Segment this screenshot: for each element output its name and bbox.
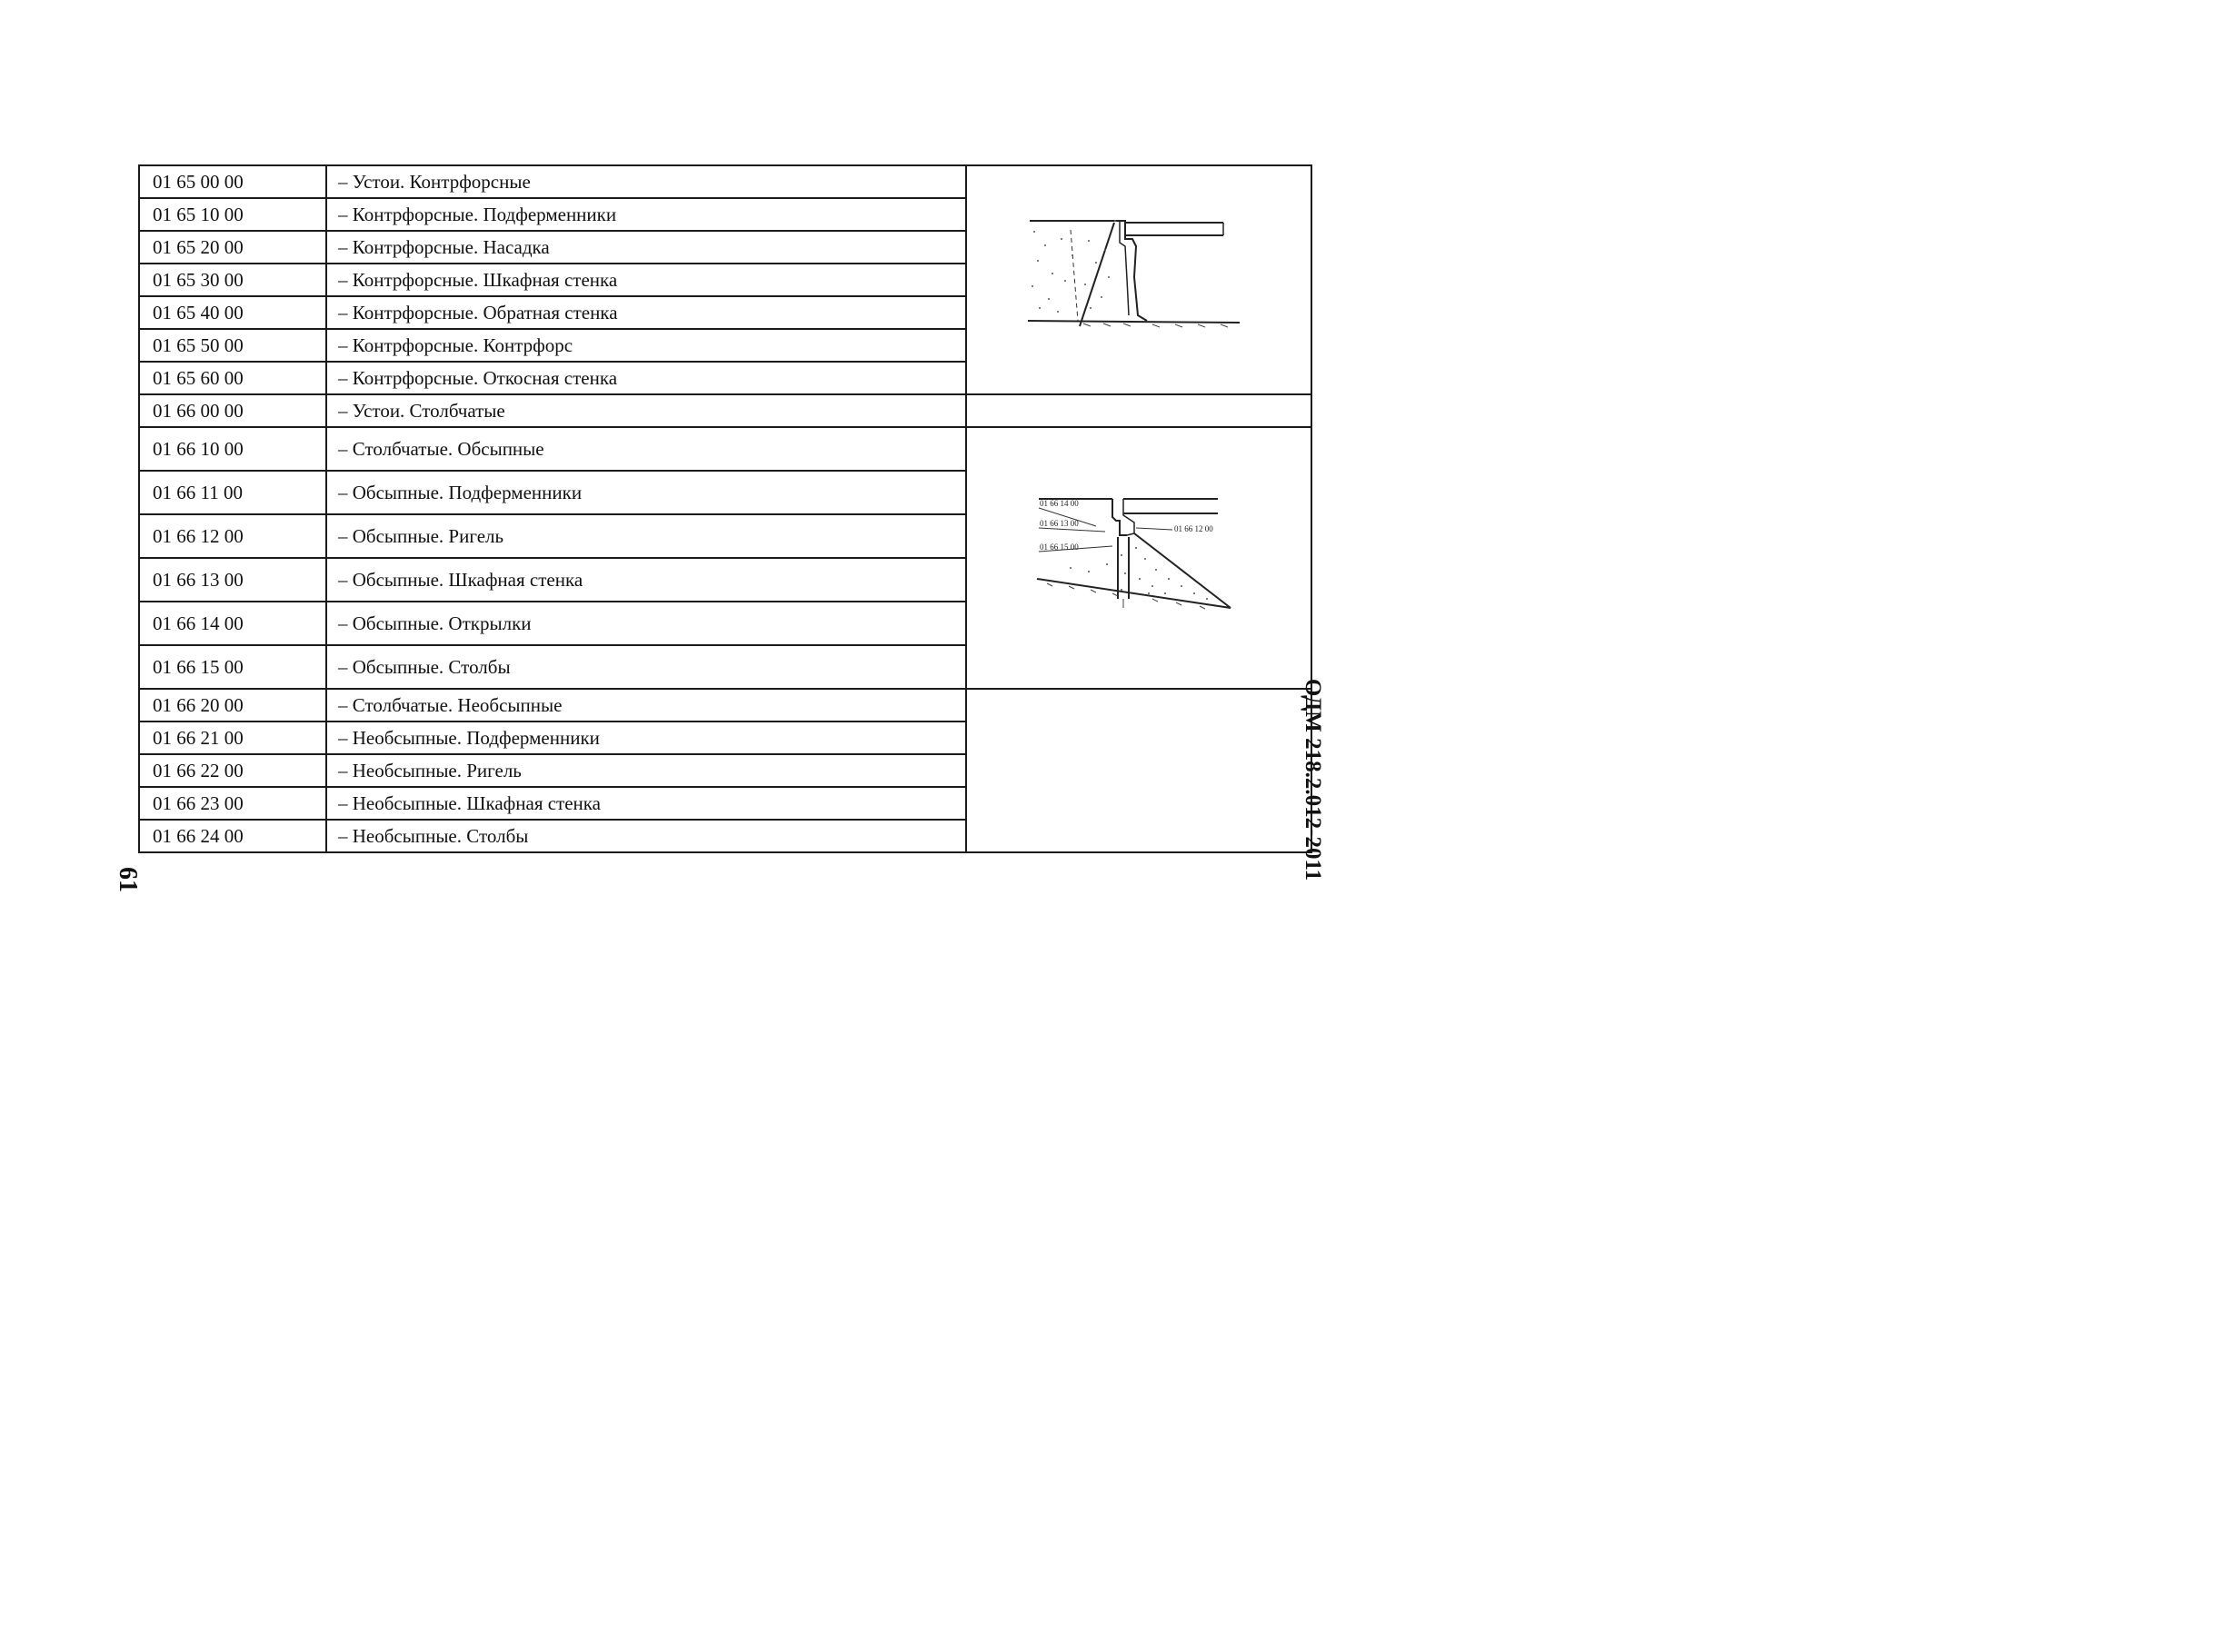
row-code: 01 65 50 00 <box>139 329 326 362</box>
row-code: 01 65 30 00 <box>139 264 326 296</box>
row-description: – Обсыпные. Открылки <box>326 602 966 645</box>
diagram-label: 01 66 14 00 <box>1040 499 1079 508</box>
row-description: – Контрфорсные. Шкафная стенка <box>326 264 966 296</box>
figure-cell-empty <box>966 689 1311 852</box>
document-page <box>0 0 1408 1041</box>
document-title: ОДМ 218.2.012-2011 <box>1301 678 1325 881</box>
row-description: – Необсыпные. Шкафная стенка <box>326 787 966 820</box>
row-code: 01 66 21 00 <box>139 722 326 754</box>
row-description: – Контрфорсные. Обратная стенка <box>326 296 966 329</box>
row-description: – Обсыпные. Подферменники <box>326 471 966 514</box>
figure-cell-column-abutment <box>966 427 1311 689</box>
row-code: 01 66 12 00 <box>139 514 326 558</box>
row-description: – Обсыпные. Шкафная стенка <box>326 558 966 602</box>
row-description: – Контрфорсные. Откосная стенка <box>326 362 966 394</box>
row-code: 01 66 10 00 <box>139 427 326 471</box>
row-description: – Устои. Столбчатые <box>326 394 966 427</box>
row-description: – Устои. Контрфорсные <box>326 165 966 198</box>
diagram-label: 01 66 13 00 <box>1040 519 1079 528</box>
row-code: 01 66 24 00 <box>139 820 326 852</box>
diagram-label: 01 66 12 00 <box>1174 524 1213 533</box>
figure-cell-empty <box>966 394 1311 427</box>
column-abutment-diagram <box>1034 492 1243 619</box>
figure-cell-buttress-abutment <box>966 165 1311 394</box>
row-description: – Столбчатые. Обсыпные <box>326 427 966 471</box>
page-number: 61 <box>114 867 142 892</box>
row-description: – Необсыпные. Столбы <box>326 820 966 852</box>
row-code: 01 66 23 00 <box>139 787 326 820</box>
row-description: – Контрфорсные. Контрфорс <box>326 329 966 362</box>
row-code: 01 66 15 00 <box>139 645 326 689</box>
row-description: – Обсыпные. Ригель <box>326 514 966 558</box>
row-code: 01 65 40 00 <box>139 296 326 329</box>
buttress-abutment-diagram <box>1025 214 1252 341</box>
row-code: 01 66 20 00 <box>139 689 326 722</box>
row-description: – Необсыпные. Ригель <box>326 754 966 787</box>
row-description: – Необсыпные. Подферменники <box>326 722 966 754</box>
row-code: 01 65 20 00 <box>139 231 326 264</box>
classification-table <box>138 164 1312 853</box>
row-code: 01 66 22 00 <box>139 754 326 787</box>
row-description: – Обсыпные. Столбы <box>326 645 966 689</box>
row-description: – Контрфорсные. Насадка <box>326 231 966 264</box>
table-row <box>139 394 1311 427</box>
row-code: 01 65 60 00 <box>139 362 326 394</box>
table-row <box>139 427 1311 471</box>
row-code: 01 66 14 00 <box>139 602 326 645</box>
row-code: 01 66 13 00 <box>139 558 326 602</box>
row-description: – Столбчатые. Необсыпные <box>326 689 966 722</box>
row-code: 01 66 11 00 <box>139 471 326 514</box>
row-code: 01 65 10 00 <box>139 198 326 231</box>
diagram-label: 01 66 15 00 <box>1040 542 1079 552</box>
row-code: 01 66 00 00 <box>139 394 326 427</box>
row-description: – Контрфорсные. Подферменники <box>326 198 966 231</box>
table-row <box>139 689 1311 722</box>
table-row <box>139 165 1311 198</box>
row-code: 01 65 00 00 <box>139 165 326 198</box>
